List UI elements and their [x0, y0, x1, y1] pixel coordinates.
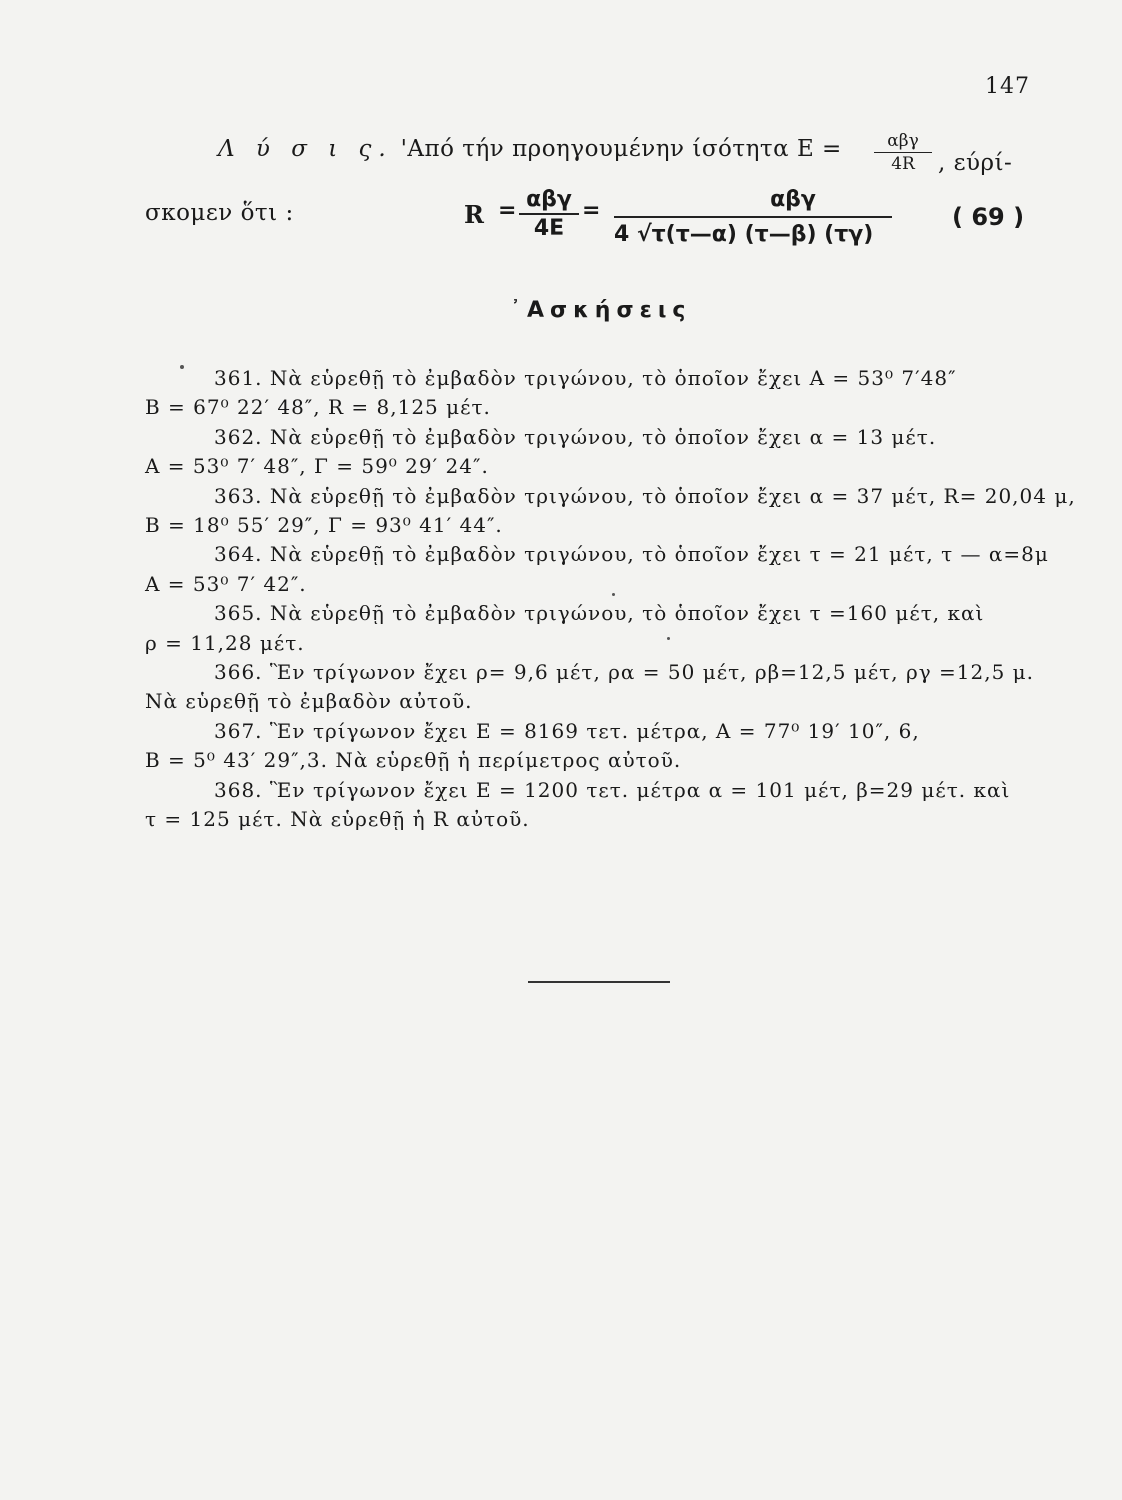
inline-fraction-numerator: αβγ: [874, 131, 932, 153]
inline-fraction-denominator: 4R: [891, 154, 915, 174]
formula-fraction-1-denominator: 4Ε: [533, 216, 565, 241]
exercise-364-line-2: Α = 53⁰ 7′ 42″.: [145, 572, 307, 596]
section-heading: ᾽Ασκήσεις: [510, 298, 692, 323]
exercise-366-line-2: Νὰ εὑρεθῇ τὸ ἐμβαδὸν αὐτοῦ.: [145, 689, 473, 713]
solution-text-before: 'Από τήν προηγουμένην ίσότητα Ε =: [400, 136, 842, 162]
formula-fraction-2-numerator: αβγ: [614, 187, 892, 218]
print-speck: [612, 593, 615, 596]
formula-fraction-2-denominator: 4 √τ(τ—α) (τ—β) (τγ): [614, 222, 874, 247]
formula-fraction-1-numerator: αβγ: [519, 187, 579, 215]
exercise-362-line-2: Α = 53⁰ 7′ 48″, Γ = 59⁰ 29′ 24″.: [145, 454, 489, 478]
exercise-361-line-1: 361. Νὰ εὑρεθῇ τὸ ἐμβαδὸν τριγώνου, τὸ ὁποῖον ἔχει Α = 53⁰ 7′48″: [214, 366, 957, 390]
print-speck: [667, 637, 670, 640]
formula-fraction-1: [519, 187, 579, 241]
exercise-368-line-2: τ = 125 μέτ. Νὰ εὑρεθῇ ἡ R αὐτοῦ.: [145, 807, 530, 831]
formula-fraction-2: [614, 187, 892, 247]
formula-equals-1: =: [498, 198, 517, 223]
exercise-367-line-2: Β = 5⁰ 43′ 29″,3. Νὰ εὑρεθῇ ἡ περίμετρος αὐτοῦ.: [145, 748, 682, 772]
exercise-363-line-1: 363. Νὰ εὑρεθῇ τὸ ἐμβαδὸν τριγώνου, τὸ ὁποῖον ἔχει α = 37 μέτ, R= 20,04 μ,: [214, 484, 1076, 508]
solution-line-1: [218, 136, 842, 162]
page-number: 147: [985, 74, 1030, 99]
exercise-366-line-1: 366. Ἓν τρίγωνον ἔχει ρ= 9,6 μέτ, ρα = 50 μέτ, ρβ=12,5 μέτ, ργ =12,5 μ.: [214, 660, 1035, 684]
exercise-361-line-2: Β = 67⁰ 22′ 48″, R = 8,125 μέτ.: [145, 395, 491, 419]
inline-fraction: [874, 131, 932, 174]
exercise-368-line-1: 368. Ἓν τρίγωνον ἔχει Ε = 1200 τετ. μέτρα α = 101 μέτ, β=29 μέτ. καὶ: [214, 778, 1011, 802]
equation-number: ( 69 ): [952, 203, 1025, 231]
solution-text-after: , εύρί-: [938, 150, 1013, 176]
exercise-363-line-2: Β = 18⁰ 55′ 29″, Γ = 93⁰ 41′ 44″.: [145, 513, 503, 537]
solution-label: Λ ύ σ ι ς.: [218, 136, 393, 162]
solution-line-2: σκομεν ὅτι :: [145, 200, 294, 226]
exercise-365-line-2: ρ = 11,28 μέτ.: [145, 631, 305, 655]
exercise-365-line-1: 365. Νὰ εὑρεθῇ τὸ ἐμβαδὸν τριγώνου, τὸ ὁποῖον ἔχει τ =160 μέτ, καὶ: [214, 601, 985, 625]
end-rule: [528, 981, 670, 983]
exercise-362-line-1: 362. Νὰ εὑρεθῇ τὸ ἐμβαδὸν τριγώνου, τὸ ὁποῖον ἔχει α = 13 μέτ.: [214, 425, 937, 449]
print-speck: [180, 365, 184, 369]
exercise-364-line-1: 364. Νὰ εὑρεθῇ τὸ ἐμβαδὸν τριγώνου, τὸ ὁποῖον ἔχει τ = 21 μέτ, τ — α=8μ: [214, 542, 1049, 566]
exercise-367-line-1: 367. Ἓν τρίγωνον ἔχει Ε = 8169 τετ. μέτρα, Α = 77⁰ 19′ 10″, 6,: [214, 719, 920, 743]
formula-equals-2: =: [582, 198, 601, 223]
formula-lhs: R: [464, 200, 484, 229]
